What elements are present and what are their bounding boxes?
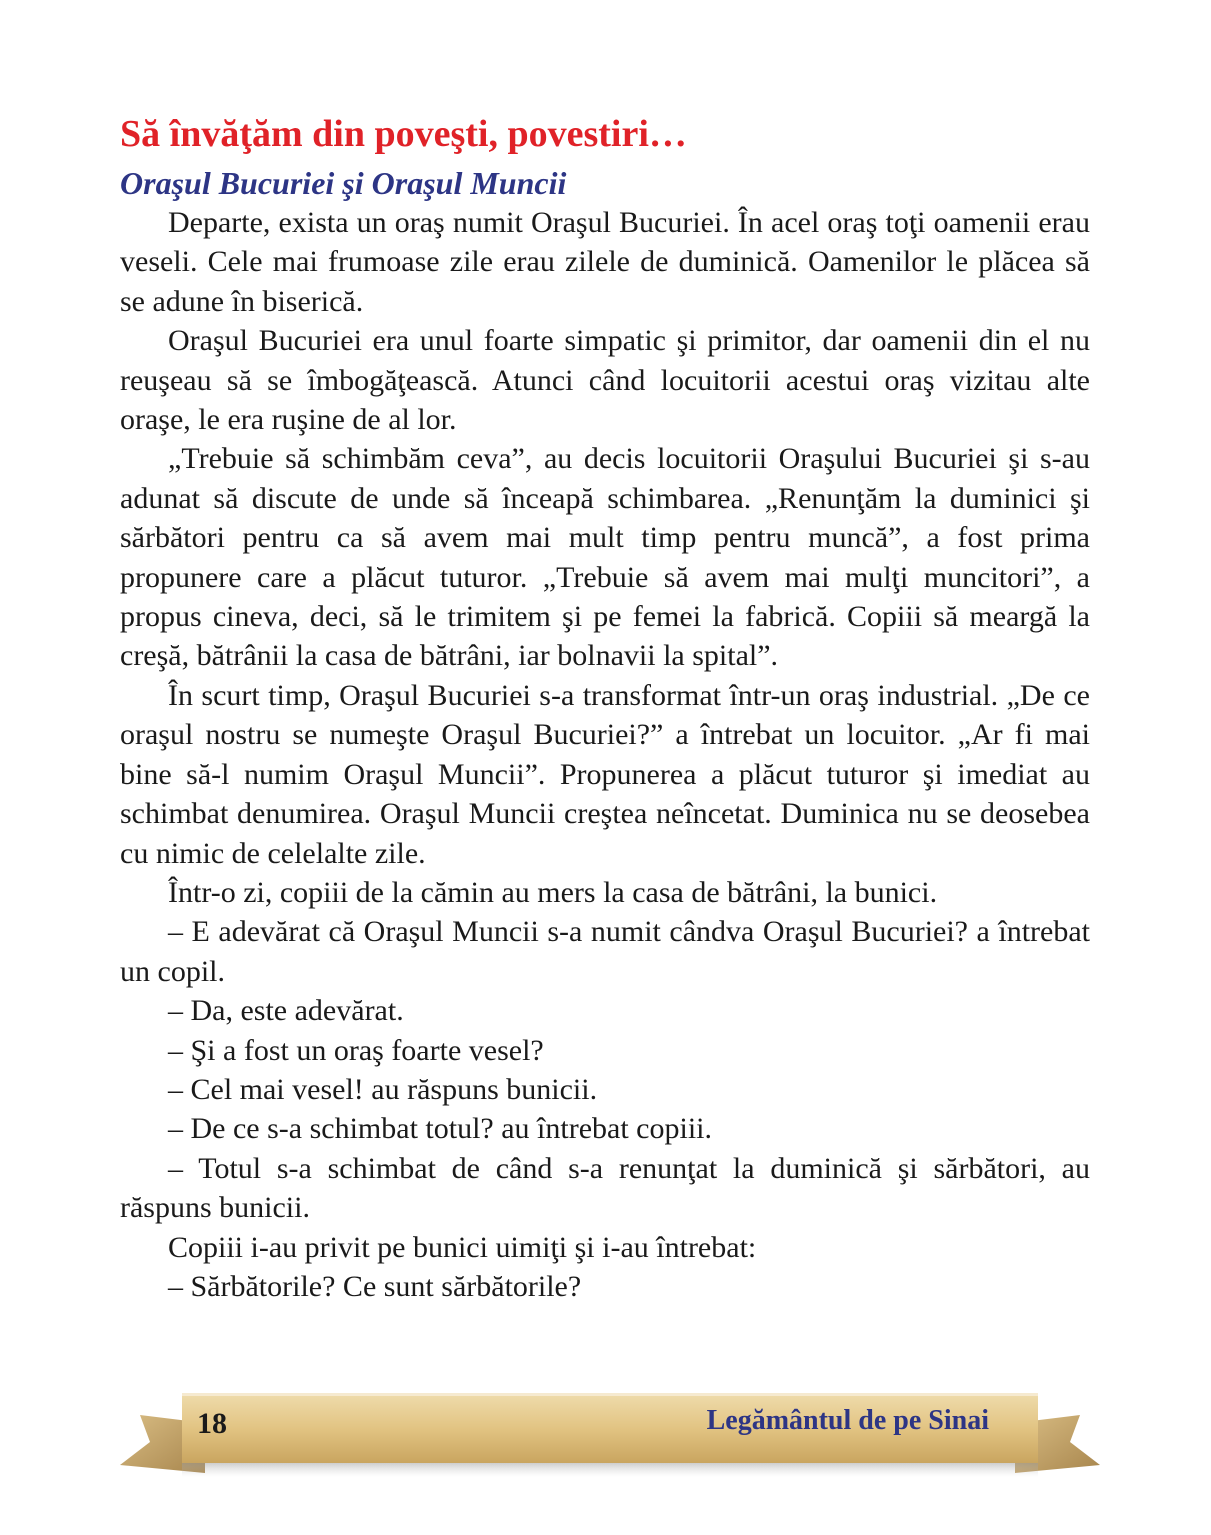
dialogue-line: – E adevărat că Oraşul Muncii s-a numit cândva Oraşul Bucuriei? a întrebat un copil.	[120, 915, 1090, 988]
book-title: Legământul de pe Sinai	[706, 1405, 989, 1436]
dialogue-line: – Şi a fost un oraş foarte vesel?	[168, 1033, 544, 1067]
paragraph: „Trebuie să schimbăm ceva”, au decis locuitorii Oraşului Bucuriei şi s-au adunat să discute de unde să înceapă schimbarea. „Renunţăm la duminici şi sărbători pentru ca să avem mai mult timp pentru muncă”, a fost prima propunere care a plăcut tuturor. „Trebuie să avem mai mulţi muncitori”, a propus cineva, deci, să le trimitem şi pe femei la fabrică. Copiii să meargă la creşă, bătrânii la casa de bătrâni, iar bolnavii la spital”.	[120, 442, 1090, 673]
paragraph: În scurt timp, Oraşul Bucuriei s-a transformat într-un oraş industrial. „De ce oraşul nostru se numeşte Oraşul Bucuriei?” a întrebat un locuitor. „Ar fi mai bine să-l numim Oraşul Muncii”. Propunerea a plăcut tuturor şi imediat au schimbat denumirea. Oraşul Muncii creştea neîncetat. Duminica nu se deosebea cu nimic de celelalte zile.	[120, 678, 1090, 870]
story-body	[120, 203, 1090, 1306]
dialogue-line: – Da, este adevărat.	[168, 994, 404, 1028]
section-title: Să învăţăm din poveşti, povestiri…	[120, 113, 687, 155]
dialogue-line: – Totul s-a schimbat de când s-a renunţat la duminică şi sărbători, au răspuns bunicii.	[120, 1151, 1090, 1225]
dialogue-line: – Sărbătorile? Ce sunt sărbătorile?	[168, 1269, 582, 1303]
paragraph: Departe, exista un oraş numit Oraşul Bucuriei. În acel oraş toţi oamenii erau veseli. Cele mai frumoase zile erau zilele de duminică. Oamenilor le plăcea să se adune în biserică.	[120, 206, 1090, 318]
paragraph: Într-o zi, copiii de la cămin au mers la casa de bătrâni, la bunici.	[168, 875, 938, 909]
paragraph: Copiii i-au privit pe bunici uimiţi şi i-au întrebat:	[168, 1230, 757, 1264]
page-number: 18	[197, 1407, 227, 1440]
story-title: Oraşul Bucuriei şi Oraşul Muncii	[120, 165, 567, 201]
paragraph: Oraşul Bucuriei era unul foarte simpatic şi primitor, dar oamenii din el nu reuşeau să se îmbogăţească. Atunci când locuitorii acestui oraş vizitau alte oraşe, le era ruşine de al lor.	[120, 324, 1090, 437]
dialogue-line: – De ce s-a schimbat totul? au întrebat copiii.	[168, 1112, 712, 1146]
dialogue-line: – Cel mai vesel! au răspuns bunicii.	[168, 1072, 598, 1106]
